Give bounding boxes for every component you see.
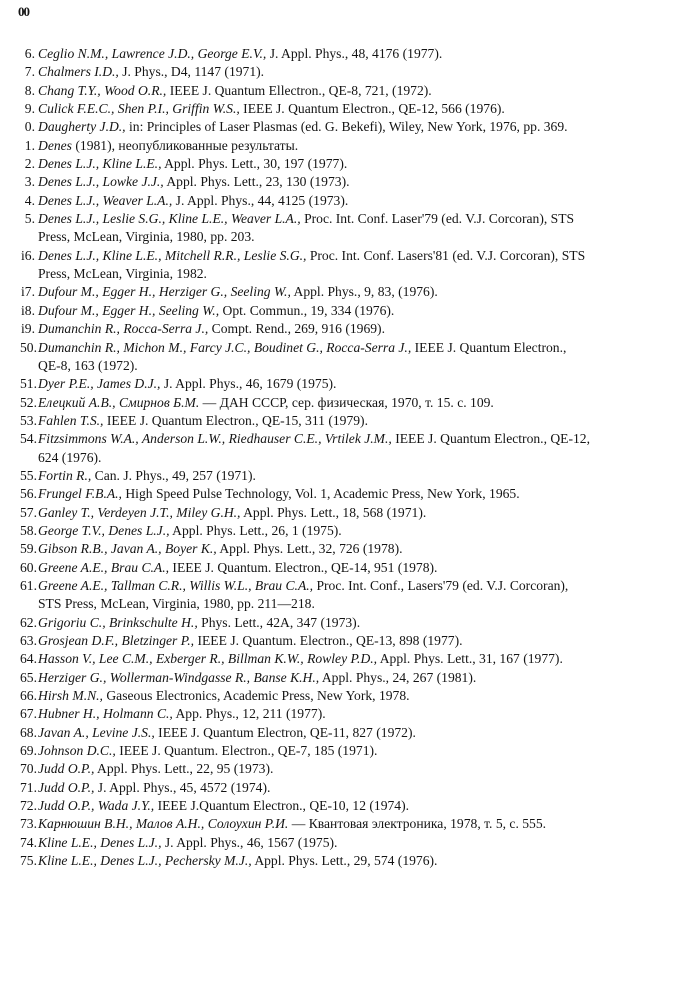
reference-item bbox=[20, 559, 592, 577]
reference-body bbox=[35, 742, 592, 760]
reference-item bbox=[20, 118, 592, 136]
reference-authors: Dumanchin R., Michon M., Farcy J.C., Boudinet G., Rocca-Serra J., bbox=[38, 339, 412, 355]
reference-body bbox=[35, 173, 592, 191]
reference-number: 57. bbox=[20, 504, 37, 520]
reference-number: 63. bbox=[20, 633, 37, 648]
reference-number: 9. bbox=[24, 101, 35, 117]
reference-source: Appl. Phys., 9, 83, (1976). bbox=[290, 284, 438, 300]
reference-item bbox=[20, 742, 592, 760]
reference-number: 52. bbox=[20, 394, 37, 410]
reference-number: 70. bbox=[20, 761, 37, 777]
reference-item bbox=[20, 834, 592, 852]
reference-source: IEEE J. Quantum Electron., QE-8, 163 (1972). bbox=[38, 339, 567, 373]
page-number: 00 bbox=[18, 4, 29, 19]
reference-source: IEEE J. Quantum. Electron., QE-14, 951 (1978). bbox=[169, 559, 438, 575]
reference-body bbox=[35, 118, 592, 136]
reference-number: 0. bbox=[24, 119, 35, 135]
reference-authors: Judd O.P., Wada J.Y., bbox=[38, 798, 155, 814]
reference-number: 8. bbox=[24, 82, 35, 98]
reference-body bbox=[35, 705, 592, 723]
reference-body bbox=[35, 522, 592, 540]
reference-item bbox=[20, 173, 592, 191]
reference-item bbox=[20, 375, 592, 393]
reference-number: 67. bbox=[20, 706, 37, 722]
reference-body bbox=[35, 375, 592, 393]
reference-authors: Dufour M., Egger H., Seeling W., bbox=[38, 302, 220, 318]
reference-source: Gaseous Electronics, Academic Press, New York, 1978. bbox=[102, 688, 410, 704]
reference-item bbox=[20, 852, 592, 870]
reference-source: J. Appl. Phys., 46, 1567 (1975). bbox=[161, 834, 338, 850]
reference-body bbox=[35, 760, 592, 778]
reference-item bbox=[20, 650, 592, 668]
reference-number: 6. bbox=[24, 46, 35, 61]
reference-body bbox=[35, 394, 592, 412]
reference-item bbox=[20, 100, 592, 118]
reference-source: IEEE J. Quantum Electron., QE-12, 624 (1976). bbox=[38, 431, 591, 465]
reference-number: 3. bbox=[24, 174, 35, 190]
reference-list bbox=[20, 45, 592, 870]
reference-source: J. Appl. Phys., 48, 4176 (1977). bbox=[266, 46, 443, 61]
reference-item bbox=[20, 687, 592, 705]
reference-body bbox=[35, 815, 592, 833]
reference-source: J. Phys., D4, 1147 (1971). bbox=[118, 64, 265, 80]
reference-item bbox=[20, 614, 592, 632]
reference-body bbox=[35, 834, 592, 852]
reference-source: Proc. Int. Conf., Lasers'79 (ed. V.J. Corcoran), STS Press, McLean, Virginia, 1980, pp. 211—218. bbox=[38, 577, 569, 612]
reference-authors: Hubner H., Holmann C., bbox=[38, 706, 173, 722]
reference-source: Appl. Phys. Lett., 31, 167 (1977). bbox=[377, 651, 563, 667]
reference-item bbox=[20, 705, 592, 723]
reference-source: App. Phys., 12, 211 (1977). bbox=[172, 706, 326, 722]
reference-item bbox=[20, 394, 592, 412]
reference-number: 54. bbox=[20, 431, 37, 447]
reference-authors: Fitzsimmons W.A., Anderson L.W., Riedhauser C.E., Vrtilek J.M., bbox=[38, 431, 392, 447]
reference-authors: Елецкий А.В., Смирнов Б.М. bbox=[38, 394, 200, 410]
reference-source: (1981), неопубликованные результаты. bbox=[71, 137, 299, 153]
reference-source: IEEE J. Quantum Electron, QE-11, 827 (1972). bbox=[154, 724, 416, 740]
reference-item bbox=[20, 485, 592, 503]
reference-item bbox=[20, 320, 592, 338]
reference-number: 58. bbox=[20, 522, 37, 538]
reference-body bbox=[35, 320, 592, 338]
reference-number: 68. bbox=[20, 724, 37, 740]
reference-number: 72. bbox=[20, 798, 37, 814]
reference-item bbox=[20, 577, 592, 614]
reference-body bbox=[35, 210, 592, 247]
reference-item bbox=[20, 430, 592, 467]
reference-authors: Grosjean D.F., Bletzinger P., bbox=[38, 633, 195, 648]
reference-body bbox=[35, 247, 592, 284]
reference-item bbox=[20, 632, 592, 650]
reference-source: Opt. Commun., 19, 334 (1976). bbox=[219, 302, 395, 318]
reference-number: 51. bbox=[20, 376, 37, 392]
reference-source: Can. J. Phys., 49, 257 (1971). bbox=[91, 467, 256, 483]
reference-source: IEEE J. Quantum Electron., QE-15, 311 (1979). bbox=[103, 412, 368, 428]
reference-authors: Ceglio N.M., Lawrence J.D., George E.V., bbox=[38, 46, 267, 61]
reference-authors: Hasson V., Lee C.M., Exberger R., Billman K.W., Rowley P.D., bbox=[38, 651, 378, 667]
reference-number: 5. bbox=[24, 211, 35, 227]
reference-item bbox=[20, 797, 592, 815]
reference-source: Appl. Phys., 24, 267 (1981). bbox=[319, 669, 477, 685]
reference-body bbox=[35, 614, 592, 632]
reference-number: i8. bbox=[21, 302, 35, 318]
reference-number: 60. bbox=[20, 559, 37, 575]
reference-source: Phys. Lett., 42A, 347 (1973). bbox=[197, 614, 361, 630]
reference-body bbox=[35, 45, 592, 63]
reference-number: 7. bbox=[24, 64, 35, 80]
reference-body bbox=[35, 430, 592, 467]
reference-authors: Denes L.J., Weaver L.A., bbox=[38, 192, 173, 208]
reference-body bbox=[35, 155, 592, 173]
reference-authors: Javan A., Levine J.S., bbox=[38, 724, 155, 740]
reference-body bbox=[35, 82, 592, 100]
reference-authors: Denes L.J., Lowke J.J., bbox=[38, 174, 164, 190]
reference-body bbox=[35, 724, 592, 742]
reference-item bbox=[20, 724, 592, 742]
reference-number: 1. bbox=[24, 137, 35, 153]
reference-number: 55. bbox=[20, 467, 37, 483]
reference-item bbox=[20, 45, 592, 63]
reference-authors: Culick F.E.C., Shen P.I., Griffin W.S., bbox=[38, 101, 240, 117]
reference-authors: Ganley T., Verdeyen J.T., Miley G.H., bbox=[38, 504, 241, 520]
reference-body bbox=[35, 137, 592, 155]
reference-authors: Kline L.E., Denes L.J., Pechersky M.J., bbox=[38, 853, 252, 869]
reference-authors: Denes L.J., Kline L.E., Mitchell R.R., Leslie S.G., bbox=[38, 247, 307, 263]
reference-item bbox=[20, 815, 592, 833]
reference-authors: Denes L.J., Kline L.E., bbox=[38, 156, 162, 172]
reference-number: 56. bbox=[20, 486, 37, 502]
reference-source: — Квантовая электроника, 1978, т. 5, с. 555. bbox=[288, 816, 547, 832]
reference-number: 2. bbox=[24, 156, 35, 172]
reference-number: 75. bbox=[20, 853, 37, 869]
reference-source: IEEE J. Quantum. Electron., QE-13, 898 (1977). bbox=[194, 633, 463, 648]
reference-item bbox=[20, 522, 592, 540]
reference-authors: Herziger G., Wollerman-Windgasse R., Banse K.H., bbox=[38, 669, 320, 685]
reference-number: 4. bbox=[24, 192, 35, 208]
reference-authors: Hirsh M.N., bbox=[38, 688, 103, 704]
reference-source: Appl. Phys. Lett., 32, 726 (1978). bbox=[216, 541, 403, 557]
reference-source: IEEE J.Quantum Electron., QE-10, 12 (1974). bbox=[154, 798, 410, 814]
reference-item bbox=[20, 137, 592, 155]
reference-item bbox=[20, 504, 592, 522]
reference-item bbox=[20, 760, 592, 778]
reference-body bbox=[35, 192, 592, 210]
reference-source: IEEE J. Quantum. Electron., QE-7, 185 (1971). bbox=[115, 743, 378, 759]
reference-number: 62. bbox=[20, 614, 37, 630]
reference-body bbox=[35, 650, 592, 668]
reference-body bbox=[35, 504, 592, 522]
reference-body bbox=[35, 100, 592, 118]
reference-body bbox=[35, 852, 592, 870]
reference-source: Compt. Rend., 269, 916 (1969). bbox=[208, 321, 385, 337]
reference-number: i9. bbox=[21, 321, 35, 337]
reference-source: J. Appl. Phys., 45, 4572 (1974). bbox=[94, 779, 271, 795]
reference-number: 59. bbox=[20, 541, 37, 557]
reference-authors: Chalmers I.D., bbox=[38, 64, 119, 80]
reference-item bbox=[20, 669, 592, 687]
reference-body bbox=[35, 577, 592, 614]
reference-body bbox=[35, 412, 592, 430]
reference-source: Appl. Phys. Lett., 26, 1 (1975). bbox=[169, 522, 342, 538]
reference-number: 74. bbox=[20, 834, 37, 850]
reference-body bbox=[35, 797, 592, 815]
reference-source: J. Appl. Phys., 44, 4125 (1973). bbox=[172, 192, 349, 208]
reference-authors: Judd O.P., bbox=[38, 779, 95, 795]
reference-number: 61. bbox=[20, 577, 37, 593]
reference-authors: Denes bbox=[38, 137, 72, 153]
reference-authors: Fahlen T.S., bbox=[38, 412, 104, 428]
reference-source: High Speed Pulse Technology, Vol. 1, Academic Press, New York, 1965. bbox=[121, 486, 520, 502]
reference-number: 65. bbox=[20, 669, 37, 685]
reference-number: 64. bbox=[20, 651, 37, 667]
reference-number: 73. bbox=[20, 816, 37, 832]
reference-body bbox=[35, 467, 592, 485]
reference-source: Proc. Int. Conf. Laser'79 (ed. V.J. Corcoran), STS Press, McLean, Virginia, 1980, pp. 203. bbox=[38, 211, 575, 245]
reference-item bbox=[20, 247, 592, 284]
reference-item bbox=[20, 467, 592, 485]
reference-item bbox=[20, 192, 592, 210]
reference-authors: Dyer P.E., James D.J., bbox=[38, 376, 161, 392]
reference-body bbox=[35, 669, 592, 687]
reference-authors: Johnson D.C., bbox=[38, 743, 116, 759]
reference-number: 71. bbox=[20, 779, 37, 795]
reference-authors: Frungel F.B.A., bbox=[38, 486, 122, 502]
reference-authors: Kline L.E., Denes L.J., bbox=[38, 834, 162, 850]
reference-body bbox=[35, 283, 592, 301]
reference-authors: Dufour M., Egger H., Herziger G., Seeling W., bbox=[38, 284, 291, 300]
reference-number: 66. bbox=[20, 688, 37, 704]
reference-item bbox=[20, 82, 592, 100]
reference-number: 69. bbox=[20, 743, 37, 759]
reference-body bbox=[35, 339, 592, 376]
reference-authors: Greene A.E., Tallman C.R., Willis W.L., Brau C.A., bbox=[38, 577, 314, 593]
reference-item bbox=[20, 339, 592, 376]
reference-item bbox=[20, 155, 592, 173]
reference-source: Appl. Phys. Lett., 29, 574 (1976). bbox=[251, 853, 438, 869]
reference-source: J. Appl. Phys., 46, 1679 (1975). bbox=[160, 376, 337, 392]
reference-source: Appl. Phys. Lett., 30, 197 (1977). bbox=[161, 156, 348, 172]
reference-source: Appl. Phys. Lett., 18, 568 (1971). bbox=[240, 504, 427, 520]
reference-body bbox=[35, 540, 592, 558]
reference-source: IEEE J. Quantum Electron., QE-12, 566 (1976). bbox=[239, 101, 505, 117]
reference-item bbox=[20, 540, 592, 558]
reference-body bbox=[35, 302, 592, 320]
reference-authors: Grigoriu C., Brinkschulte H., bbox=[38, 614, 198, 630]
reference-number: 53. bbox=[20, 412, 37, 428]
reference-authors: Judd O.P., bbox=[38, 761, 95, 777]
reference-number: 50. bbox=[20, 339, 37, 355]
reference-item bbox=[20, 63, 592, 81]
reference-item bbox=[20, 412, 592, 430]
reference-number: i6. bbox=[21, 247, 35, 263]
reference-number: i7. bbox=[21, 284, 35, 300]
reference-body bbox=[35, 485, 592, 503]
reference-item bbox=[20, 302, 592, 320]
reference-source: Appl. Phys. Lett., 22, 95 (1973). bbox=[94, 761, 274, 777]
reference-authors: Daugherty J.D., bbox=[38, 119, 126, 135]
reference-source: in: Principles of Laser Plasmas (ed. G. Bekefi), Wiley, New York, 1976, pp. 369. bbox=[125, 119, 568, 135]
reference-body bbox=[35, 559, 592, 577]
reference-source: IEEE J. Quantum Ellectron., QE-8, 721, (1972). bbox=[166, 82, 432, 98]
reference-authors: Gibson R.B., Javan A., Boyer K., bbox=[38, 541, 217, 557]
reference-source: Proc. Int. Conf. Lasers'81 (ed. V.J. Corcoran), STS Press, McLean, Virginia, 1982. bbox=[38, 247, 586, 282]
reference-item bbox=[20, 210, 592, 247]
reference-authors: Chang T.Y., Wood O.R., bbox=[38, 82, 167, 98]
reference-authors: Dumanchin R., Rocca-Serra J., bbox=[38, 321, 209, 337]
reference-body bbox=[35, 687, 592, 705]
reference-source: — ДАН СССР, сер. физическая, 1970, т. 15. с. 109. bbox=[199, 394, 494, 410]
reference-authors: Карнюшин В.Н., Малов А.Н., Солоухин Р.И. bbox=[38, 816, 289, 832]
reference-authors: Fortin R., bbox=[38, 467, 92, 483]
reference-item bbox=[20, 283, 592, 301]
reference-authors: Greene A.E., Brau C.A., bbox=[38, 559, 170, 575]
reference-body bbox=[35, 63, 592, 81]
reference-authors: George T.V., Denes L.J., bbox=[38, 522, 170, 538]
reference-body bbox=[35, 779, 592, 797]
reference-body bbox=[35, 632, 592, 650]
reference-item bbox=[20, 779, 592, 797]
reference-source: Appl. Phys. Lett., 23, 130 (1973). bbox=[163, 174, 350, 190]
reference-authors: Denes L.J., Leslie S.G., Kline L.E., Weaver L.A., bbox=[38, 211, 301, 227]
